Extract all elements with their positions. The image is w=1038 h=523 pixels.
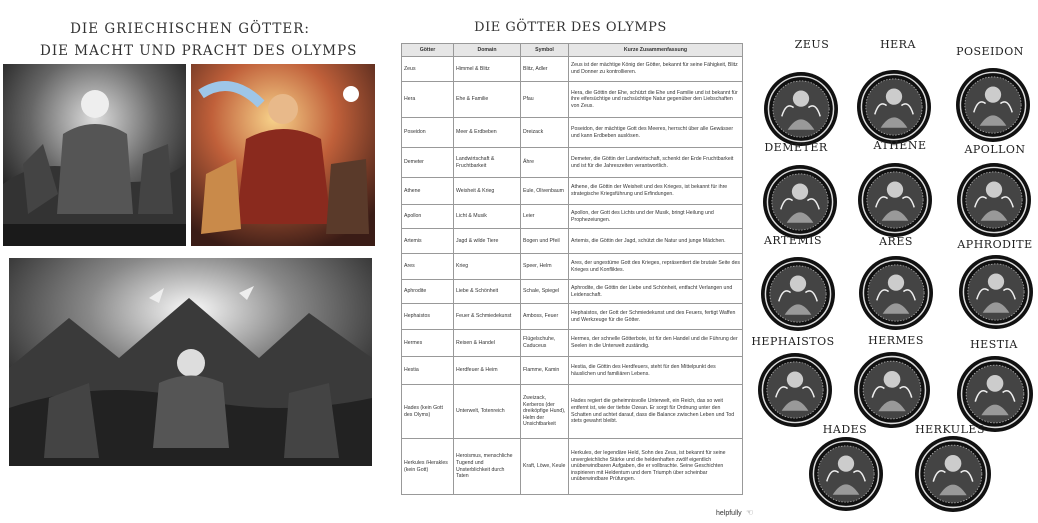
cell-god: Apollon (402, 205, 454, 229)
medal-label-artemis: ARTEMIS (763, 234, 823, 247)
medal-label-apollon: APOLLON (964, 143, 1026, 156)
cell-symbol: Eule, Olivenbaum (521, 178, 569, 205)
cell-summary: Apollon, der Gott des Lichts und der Musik, bringt Heilung und Prophezeiungen. (569, 205, 743, 229)
cell-domain: Liebe & Schönheit (454, 280, 521, 304)
cell-domain: Meer & Erdbeben (454, 118, 521, 148)
cell-summary: Demeter, die Göttin der Landwirtschaft, schenkt der Erde Fruchtbarkeit und ist für die Jahreszeiten verantwortlich. (569, 148, 743, 178)
gods-table (401, 43, 743, 495)
cell-symbol: Schale, Spiegel (521, 280, 569, 304)
medallion-artemis (761, 257, 835, 331)
cell-god: Hera (402, 82, 454, 118)
table-row (402, 118, 743, 148)
left-title-line1: DIE GRIECHISCHEN GÖTTER: (70, 21, 310, 37)
medallion-herkules (915, 436, 991, 512)
cell-symbol: Speer, Helm (521, 254, 569, 280)
cell-symbol: Amboss, Feuer (521, 304, 569, 330)
medal-label-hephaistos: HEPHAISTOS (751, 335, 835, 348)
medal-label-hades: HADES (822, 423, 868, 436)
medallion-hestia (957, 356, 1033, 432)
medallion-poseidon (956, 68, 1030, 142)
left-title-line2: DIE MACHT UND PRACHT DES OLYMPS (40, 43, 358, 59)
medallion-demeter (763, 165, 837, 239)
cell-domain: Jagd & wilde Tiere (454, 229, 521, 254)
medallion-hermes (854, 352, 930, 428)
medal-label-zeus: ZEUS (794, 38, 830, 51)
cell-summary: Artemis, die Göttin der Jagd, schützt die Natur und junge Mädchen. (569, 229, 743, 254)
table-row (402, 280, 743, 304)
cell-god: Hephaistos (402, 304, 454, 330)
cell-summary: Hades regiert die geheimnisvolle Unterwelt, ein Reich, das so weit entfernt ist, wie der tiefste Ozean. Er sorgt für Ordnung unter den Schatten und achtet darauf, dass die Balance zwischen Leben und Tod stets gewahrt bleibt. (569, 385, 743, 439)
table-row (402, 205, 743, 229)
cell-symbol: Zweizack, Kerberos (der dreiköpfige Hund), Helm der Unsichtbarkeit (521, 385, 569, 439)
cell-summary: Athene, die Göttin der Weisheit und des Krieges, ist bekannt für ihre strategische Kriegsführung und Erfindungen. (569, 178, 743, 205)
header-gods: Götter (402, 44, 454, 57)
cell-summary: Ares, der ungestüme Gott des Krieges, repräsentiert die brutale Seite des Krieges und Konfliktes. (569, 254, 743, 280)
table-row (402, 385, 743, 439)
cell-god: Artemis (402, 229, 454, 254)
cell-symbol: Pfau (521, 82, 569, 118)
cell-symbol: Flügelschuhe, Caduceus (521, 330, 569, 357)
cell-god: Poseidon (402, 118, 454, 148)
cell-summary: Hermes, der schnelle Götterbote, ist für den Handel und die Führung der Seelen in die Unterwelt zuständig. (569, 330, 743, 357)
cell-summary: Hephaistos, der Gott der Schmiedekunst und des Feuers, fertigt Waffen und Werkzeuge für die Götter. (569, 304, 743, 330)
cell-god: Zeus (402, 57, 454, 82)
table-row (402, 82, 743, 118)
medallion-athene (858, 163, 932, 237)
cell-domain: Feuer & Schmiedekunst (454, 304, 521, 330)
medal-label-demeter: DEMETER (764, 141, 828, 154)
cell-god: Athene (402, 178, 454, 205)
cell-domain: Herdfeuer & Heim (454, 357, 521, 385)
table-row (402, 254, 743, 280)
table-header-row (402, 44, 743, 57)
pointer-icon: ☜ (746, 508, 754, 517)
medallion-apollon (957, 163, 1031, 237)
cell-symbol: Kraft, Löwe, Keule (521, 439, 569, 495)
cell-symbol: Flamme, Kamin (521, 357, 569, 385)
medal-label-ares: ARES (879, 235, 913, 248)
medal-label-hermes: HERMES (868, 334, 924, 347)
artwork-olympus-panorama (9, 258, 372, 466)
medal-label-poseidon: POSEIDON (956, 45, 1024, 58)
cell-domain: Krieg (454, 254, 521, 280)
left-title (40, 18, 358, 62)
medallion-hera (857, 70, 931, 144)
cell-symbol: Dreizack (521, 118, 569, 148)
header-domain: Domain (454, 44, 521, 57)
brand-logo: helpfully (716, 510, 742, 517)
cell-domain: Himmel & Blitz (454, 57, 521, 82)
table-row (402, 229, 743, 254)
header-symbol: Symbol (521, 44, 569, 57)
cell-god: Ares (402, 254, 454, 280)
cell-symbol: Leier (521, 205, 569, 229)
medal-label-hera: HERA (880, 38, 916, 51)
cell-summary: Hera, die Göttin der Ehe, schützt die Ehe und Familie und ist bekannt für ihre eifersüchtige und rachsüchtige Natur gegenüber den Liebschaften von Zeus. (569, 82, 743, 118)
cell-symbol: Bogen und Pfeil (521, 229, 569, 254)
table-row (402, 178, 743, 205)
cell-god: Aphrodite (402, 280, 454, 304)
cell-summary: Aphrodite, die Göttin der Liebe und Schönheit, entfacht Verlangen und Leidenschaft. (569, 280, 743, 304)
table-row (402, 304, 743, 330)
cell-god: Demeter (402, 148, 454, 178)
table-row (402, 57, 743, 82)
cell-domain: Unterwelt, Totenreich (454, 385, 521, 439)
table-row (402, 357, 743, 385)
artwork-grayscale-gods (3, 64, 186, 246)
medallion-hades (809, 437, 883, 511)
cell-god: Hestia (402, 357, 454, 385)
medal-label-herkules: HERKULES (915, 423, 985, 436)
cell-symbol: Ähre (521, 148, 569, 178)
table-row (402, 330, 743, 357)
table-title: DIE GÖTTER DES OLYMPS (474, 20, 667, 35)
medal-label-hestia: HESTIA (970, 338, 1018, 351)
medal-label-athene: ATHENE (873, 139, 927, 152)
cell-symbol: Blitz, Adler (521, 57, 569, 82)
medallion-aphrodite (959, 255, 1033, 329)
header-summary: Kurze Zusammenfassung (569, 44, 743, 57)
cell-domain: Heroismus, menschliche Tugend und Unsterblichkeit durch Taten (454, 439, 521, 495)
cell-god: Herkules /Herakles (kein Gott) (402, 439, 454, 495)
cell-domain: Licht & Musik (454, 205, 521, 229)
artwork-color-gods (191, 64, 375, 246)
table-row (402, 439, 743, 495)
cell-summary: Zeus ist der mächtige König der Götter, bekannt für seine Fähigkeit, Blitz und Donner zu kontrollieren. (569, 57, 743, 82)
cell-domain: Weisheit & Krieg (454, 178, 521, 205)
cell-summary: Herkules, der legendäre Held, Sohn des Zeus, ist bekannt für seine unvergleichliche Stärke und die heldenhaften zwölf eigentlich unüberwindbaren Aufgaben, die er vollbrachte. Seine Geschichten inspirieren mit Heldentum und dem Triumph über scheinbar unüberwindbare Prüfungen. (569, 439, 743, 495)
medallion-ares (859, 256, 933, 330)
table-row (402, 148, 743, 178)
cell-god: Hades (kein Gott des Olyms) (402, 385, 454, 439)
cell-god: Hermes (402, 330, 454, 357)
cell-summary: Hestia, die Göttin des Herdfeuers, steht für den Mittelpunkt des häuslichen und familiären Lebens. (569, 357, 743, 385)
medal-label-aphrodite: APHRODITE (957, 238, 1033, 251)
cell-domain: Landwirtschaft & Fruchtbarkeit (454, 148, 521, 178)
medallion-zeus (764, 72, 838, 146)
cell-domain: Ehe & Familie (454, 82, 521, 118)
medallion-hephaistos (758, 353, 832, 427)
cell-domain: Reisen & Handel (454, 330, 521, 357)
cell-summary: Poseidon, der mächtige Gott des Meeres, herrscht über alle Gewässer und kann Erdbeben auslösen. (569, 118, 743, 148)
